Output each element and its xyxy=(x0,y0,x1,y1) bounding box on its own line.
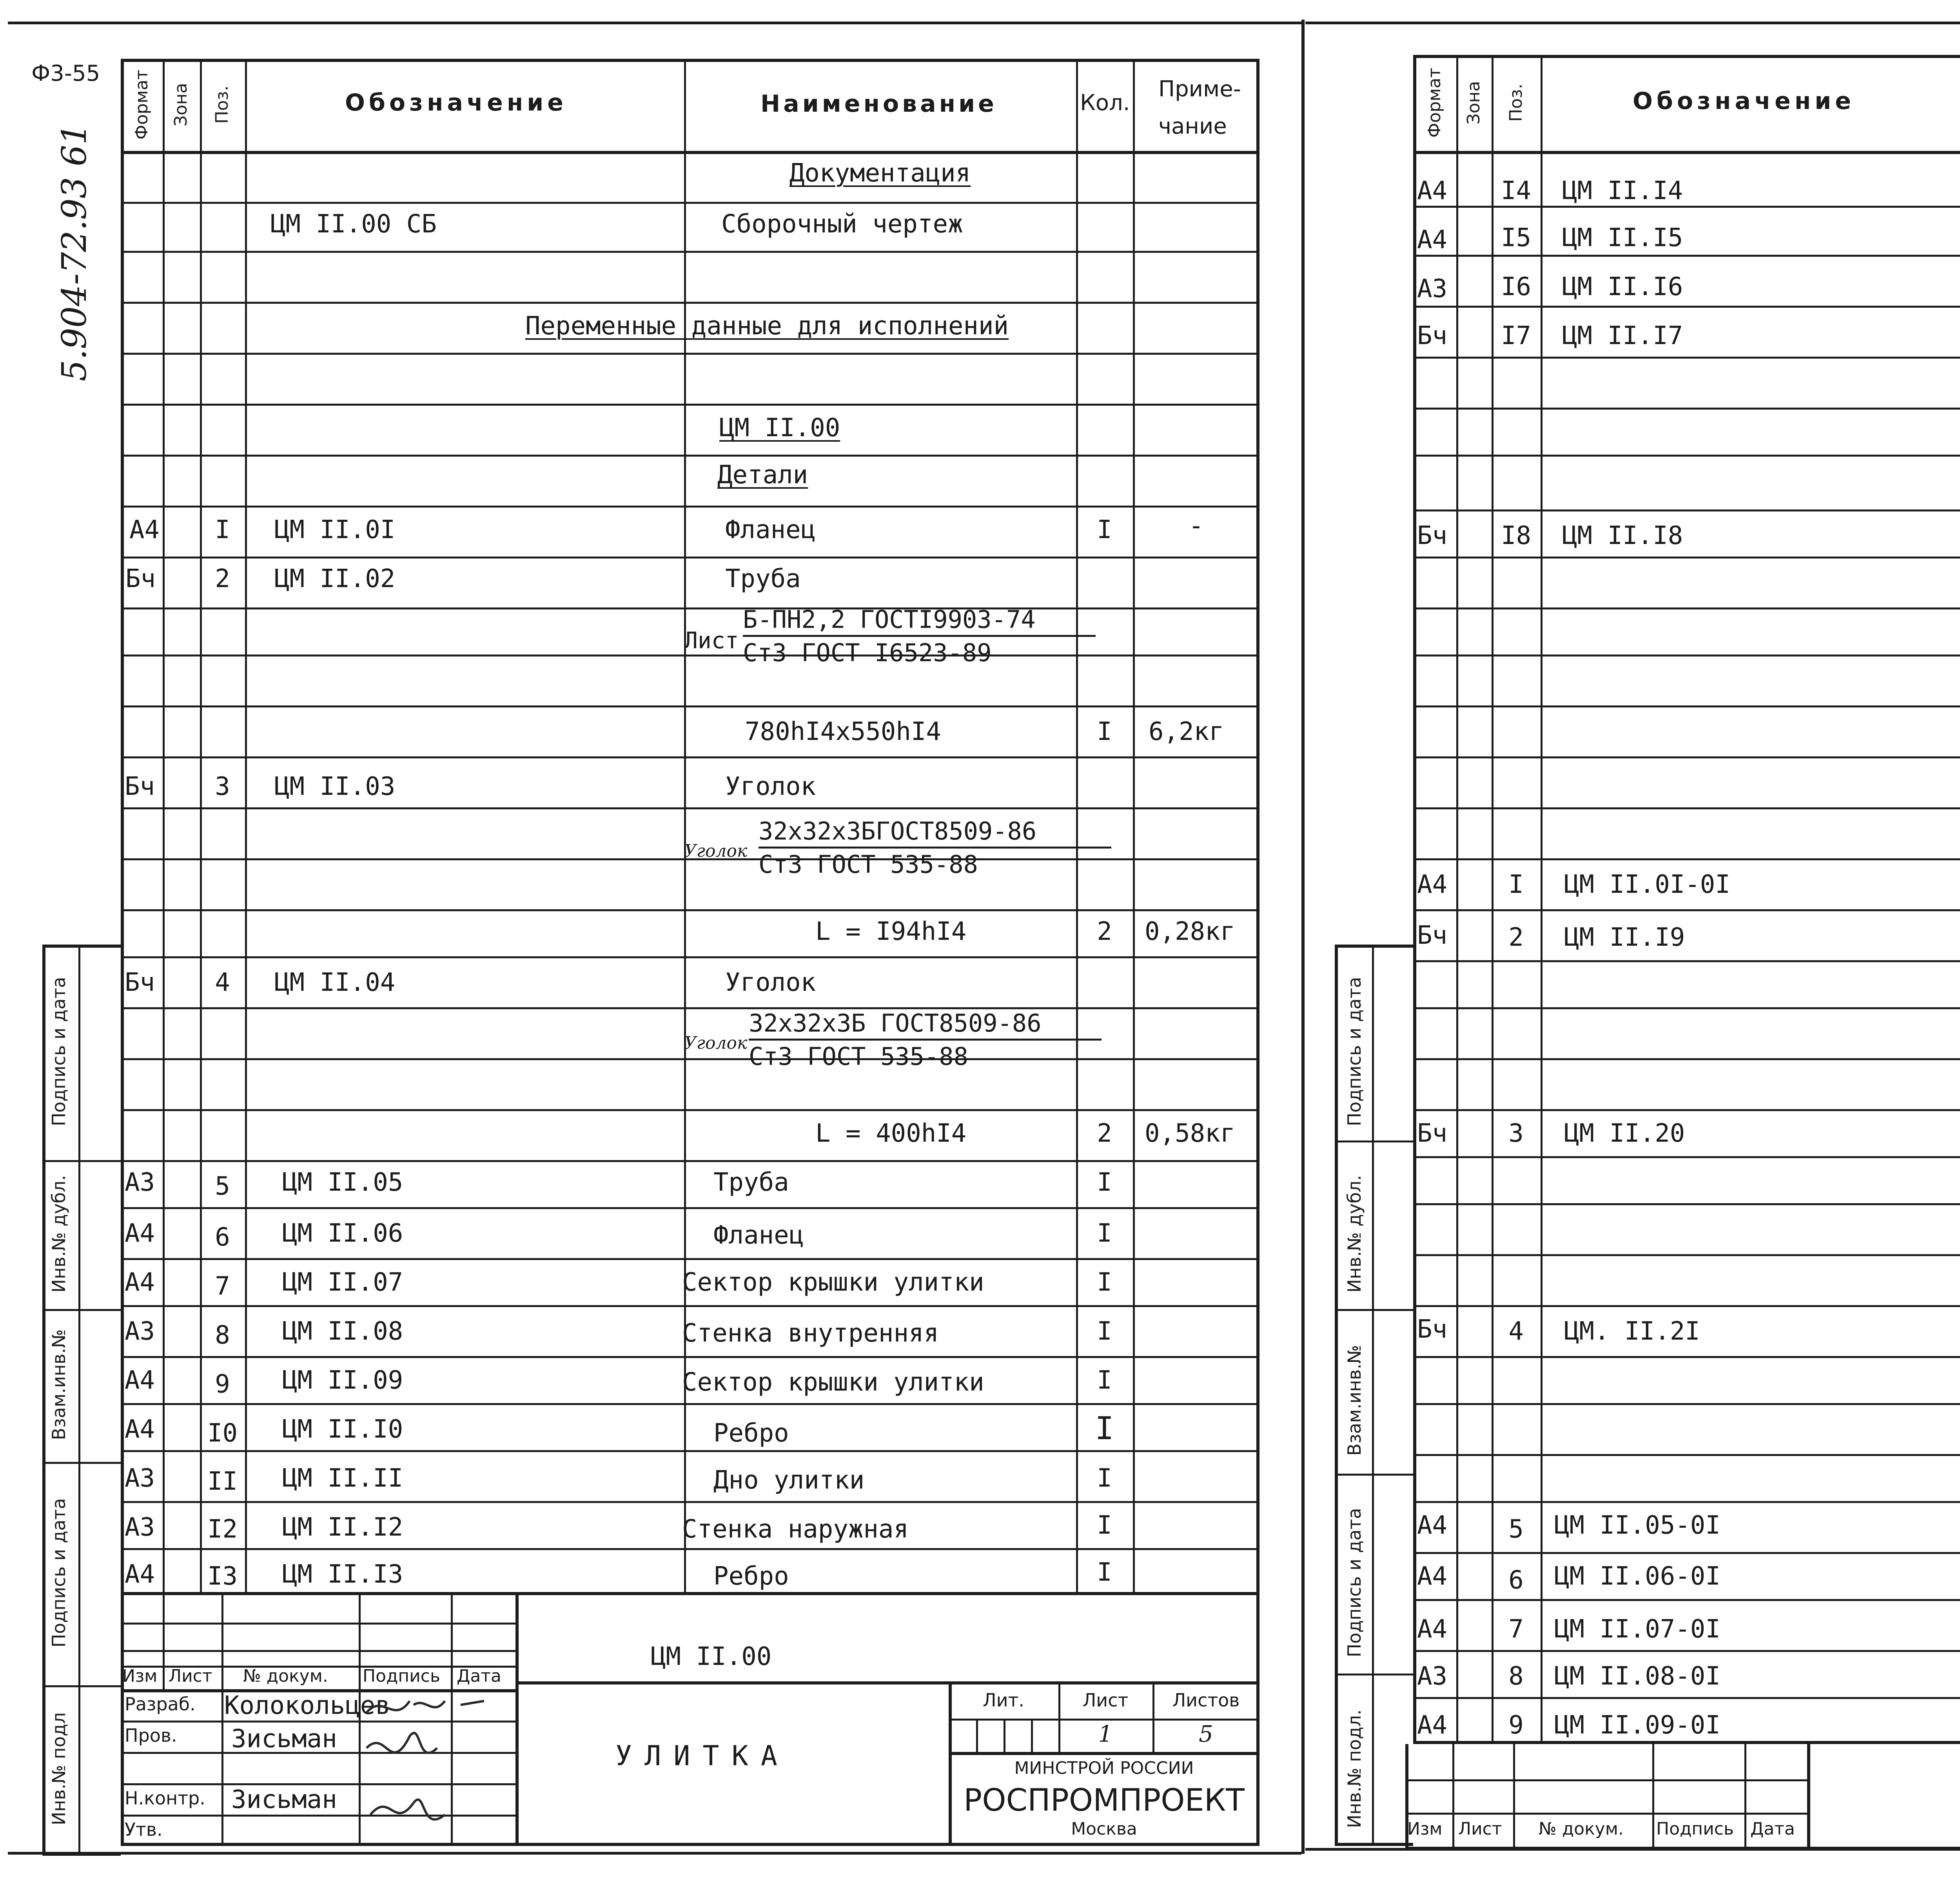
tb-developed-name: Колокольцев xyxy=(224,1691,390,1720)
row-pos: 2 xyxy=(215,564,230,593)
row-pos: 3 xyxy=(215,772,230,801)
row-designation[interactable]: ЦМ II.06 xyxy=(282,1219,403,1248)
tb-checked-label: Пров. xyxy=(125,1725,177,1746)
side-label-inv-dup: Инв.№ дубл. xyxy=(48,1175,69,1293)
archive-number: 5.904-72.93 61 xyxy=(55,123,94,381)
row-format: A4 xyxy=(125,1268,155,1297)
row-format: Бч xyxy=(125,564,156,593)
material-angle-3-qty: 2 xyxy=(1097,917,1112,946)
material-pipe-mass: 6,2кг xyxy=(1149,717,1224,746)
header-zone: Зона xyxy=(1464,81,1484,125)
row-name: Стенка наружная xyxy=(682,1515,909,1544)
row-designation[interactable]: ЦМ II.05 xyxy=(282,1168,403,1197)
row-name: Сектор крышки улитки xyxy=(682,1268,984,1297)
row-designation[interactable]: ЦМ II.09 xyxy=(282,1366,403,1395)
row-pos: II xyxy=(207,1467,238,1496)
row-designation[interactable]: ЦМ II.I4 xyxy=(1562,176,1683,205)
tb-col-list: Лист xyxy=(1458,1819,1502,1839)
header-qty: Кол. xyxy=(1080,90,1130,116)
header-name: Наименование xyxy=(760,90,997,118)
row-format: Бч xyxy=(1417,321,1448,350)
row-designation[interactable]: ЦМ II.06-0I xyxy=(1554,1562,1720,1591)
row-designation[interactable]: ЦМ II.07 xyxy=(282,1268,403,1297)
tb-col-list: Лист xyxy=(169,1666,212,1686)
header-designation: Обозначение xyxy=(345,89,568,116)
row-qty: I xyxy=(1095,1410,1114,1447)
row-designation[interactable]: ЦМ II.0I xyxy=(274,515,396,544)
row-name: Уголок xyxy=(725,968,816,997)
section-documentation: Документация xyxy=(789,159,971,188)
row-format: A3 xyxy=(125,1168,155,1197)
row-format: A4 xyxy=(1417,225,1448,254)
header-note-2: чание xyxy=(1158,114,1227,139)
sheet-divider xyxy=(1301,20,1305,1854)
row-qty: I xyxy=(1097,1511,1112,1540)
row-pos: I5 xyxy=(1501,223,1532,252)
row-pos: 4 xyxy=(215,968,230,997)
side-label-sign-date: Подпись и дата xyxy=(48,977,69,1126)
assembly-name: Сборочный чертеж xyxy=(721,210,963,239)
row-format: A4 xyxy=(1417,870,1448,899)
material-pipe-size: 780hI4x550hI4 xyxy=(745,717,941,746)
row-format: A4 xyxy=(125,1366,155,1395)
header-pos: Поз. xyxy=(212,85,232,124)
row-format: A4 xyxy=(125,1560,155,1589)
row-format: A4 xyxy=(1417,1711,1448,1740)
tb-org: РОСПРОМПРОЕКТ xyxy=(964,1783,1245,1818)
row-format: A3 xyxy=(1417,1662,1448,1691)
header-format: Формат xyxy=(132,69,152,140)
tb-product-name: УЛИТКА xyxy=(615,1740,790,1772)
row-pos: 9 xyxy=(1508,1711,1524,1740)
row-designation[interactable]: ЦМ II.II xyxy=(282,1464,403,1493)
tb-norm-name: Зисьман xyxy=(231,1785,337,1814)
tb-col-izm: Изм xyxy=(1407,1819,1443,1839)
row-designation[interactable]: ЦМ II.I6 xyxy=(1562,272,1683,301)
row-pos: 4 xyxy=(1508,1317,1524,1346)
row-format: A3 xyxy=(125,1317,155,1346)
row-designation[interactable]: ЦМ II.02 xyxy=(274,564,396,593)
row-format: A4 xyxy=(1417,1511,1448,1540)
row-pos: I8 xyxy=(1501,521,1532,550)
row-designation[interactable]: ЦМ II.07-0I xyxy=(1554,1615,1720,1644)
row-pos: 2 xyxy=(1508,923,1524,952)
row-qty: I xyxy=(1097,1219,1112,1248)
row-designation[interactable]: ЦМ II.04 xyxy=(274,968,396,997)
tb-developed-label: Разраб. xyxy=(125,1694,196,1715)
row-format: A3 xyxy=(1417,274,1448,303)
tb-col-izm: Изм xyxy=(122,1666,158,1686)
row-pos: 6 xyxy=(215,1223,230,1252)
row-note: - xyxy=(1189,511,1204,540)
material-angle-4-mass: 0,58кг xyxy=(1145,1119,1236,1148)
row-format: Бч xyxy=(1417,1315,1448,1344)
row-name: Сектор крышки улитки xyxy=(682,1368,984,1397)
header-format: Формат xyxy=(1425,67,1445,138)
tb-city: Москва xyxy=(1071,1819,1137,1839)
material-pipe-qty: I xyxy=(1097,717,1112,746)
row-designation[interactable]: ЦМ II.I9 xyxy=(1564,923,1685,952)
header-designation: Обозначение xyxy=(1633,87,1855,115)
row-format: A4 xyxy=(1417,1562,1448,1591)
row-designation[interactable]: ЦМ II.03 xyxy=(274,772,396,801)
side-label-inv-orig: Инв.№ подл xyxy=(48,1712,69,1826)
assembly-designation[interactable]: ЦМ II.00 СБ xyxy=(270,210,437,239)
row-format: Бч xyxy=(1417,521,1448,550)
section-variant: ЦМ II.00 xyxy=(719,413,840,442)
row-designation[interactable]: ЦМ II.0I-0I xyxy=(1564,870,1730,899)
row-format: Бч xyxy=(125,968,155,997)
row-pos: I3 xyxy=(207,1562,238,1591)
row-pos: 7 xyxy=(215,1272,230,1301)
row-name: Уголок xyxy=(725,772,816,801)
tb-col-sign: Подпись xyxy=(1656,1819,1734,1839)
page-top-edge xyxy=(8,22,1301,24)
row-pos: I xyxy=(1508,870,1524,899)
row-pos: 9 xyxy=(215,1370,230,1399)
right-page-top-edge xyxy=(1305,22,1960,24)
row-designation[interactable]: ЦМ. II.2I xyxy=(1564,1317,1700,1346)
right-page-bottom-edge xyxy=(1305,1848,1960,1851)
section-variable-data: Переменные данные для исполнений xyxy=(525,312,1009,341)
row-format: A4 xyxy=(129,515,160,544)
row-name: Стенка внутренняя xyxy=(682,1319,939,1348)
row-format: A4 xyxy=(1417,1615,1448,1644)
row-pos: 8 xyxy=(215,1321,230,1350)
row-pos: I7 xyxy=(1501,321,1532,350)
row-format: Бч xyxy=(1417,1119,1448,1148)
tb-sheet-label: Лист xyxy=(1082,1690,1129,1711)
form-code: Ф3-55 xyxy=(31,61,100,86)
row-qty: I xyxy=(1097,1464,1112,1493)
side-label-replace-inv: Взам.инв.№ xyxy=(1344,1345,1365,1456)
tb-checked-name: Зисьман xyxy=(231,1724,337,1753)
tb-sheets-label: Листов xyxy=(1172,1690,1240,1711)
row-pos: 5 xyxy=(1508,1515,1524,1544)
row-designation[interactable]: ЦМ II.I8 xyxy=(1562,521,1683,550)
row-pos: I4 xyxy=(1501,176,1532,205)
row-qty: I xyxy=(1097,1558,1112,1587)
row-designation[interactable]: ЦМ II.08-0I xyxy=(1554,1662,1720,1691)
row-format: A4 xyxy=(125,1219,155,1248)
row-qty: I xyxy=(1097,1366,1112,1395)
row-pos: 6 xyxy=(1508,1566,1524,1595)
row-format: A4 xyxy=(125,1415,155,1444)
right-spec-frame xyxy=(1413,55,1960,1744)
tb-approved-label: Утв. xyxy=(125,1819,163,1840)
row-designation[interactable]: ЦМ II.I3 xyxy=(282,1560,403,1589)
row-designation[interactable]: ЦМ II.05-0I xyxy=(1554,1511,1720,1540)
row-pos: I0 xyxy=(207,1419,238,1448)
row-format: Бч xyxy=(125,772,155,801)
row-designation[interactable]: ЦМ II.I7 xyxy=(1562,321,1683,350)
row-name: Ребро xyxy=(713,1562,789,1591)
tb-norm-label: Н.контр. xyxy=(125,1788,205,1809)
tb-ministry: МИНСТРОЙ РОССИИ xyxy=(1014,1758,1194,1778)
row-pos: 3 xyxy=(1508,1119,1524,1148)
side-label-sign-date-2: Подпись и дата xyxy=(48,1498,69,1648)
row-name: Ребро xyxy=(713,1419,789,1448)
row-name: Фланец xyxy=(725,515,816,544)
row-name: Труба xyxy=(725,564,801,593)
tb-col-doc: № докум. xyxy=(243,1666,328,1686)
row-pos: I xyxy=(215,515,230,544)
tb-designation: ЦМ II.00 xyxy=(651,1642,772,1671)
row-pos: I6 xyxy=(1501,272,1532,301)
material-angle-3-mass: 0,28кг xyxy=(1145,917,1236,946)
tb-sheet-value: 1 xyxy=(1098,1721,1113,1747)
row-designation[interactable]: ЦМ II.20 xyxy=(1564,1119,1685,1148)
section-details: Детали xyxy=(717,461,808,490)
header-note-1: Приме- xyxy=(1158,76,1241,102)
row-name: Труба xyxy=(713,1168,789,1197)
row-designation[interactable]: ЦМ II.I5 xyxy=(1562,223,1683,252)
tb-col-doc: № докум. xyxy=(1539,1819,1624,1839)
tb-col-sign: Подпись xyxy=(363,1666,440,1686)
row-format: A3 xyxy=(125,1464,155,1493)
row-designation[interactable]: ЦМ II.09-0I xyxy=(1554,1711,1720,1740)
row-pos: 8 xyxy=(1508,1662,1524,1691)
row-qty: I xyxy=(1097,1268,1112,1297)
row-format: Бч xyxy=(1417,921,1448,950)
row-designation[interactable]: ЦМ II.I0 xyxy=(282,1415,403,1444)
material-angle-3-size: L = I94hI4 xyxy=(815,917,967,946)
tb-col-date: Дата xyxy=(457,1666,501,1686)
row-name: Фланец xyxy=(713,1221,804,1250)
row-format: A3 xyxy=(125,1513,155,1542)
row-pos: I2 xyxy=(207,1515,238,1544)
row-pos: 7 xyxy=(1508,1615,1524,1644)
side-label-inv-orig: Инв.№ подл. xyxy=(1344,1709,1365,1828)
header-pos: Поз. xyxy=(1506,83,1526,122)
side-label-inv-dup: Инв.№ дубл. xyxy=(1344,1175,1365,1293)
tb-sheets-value: 5 xyxy=(1199,1721,1213,1747)
row-designation[interactable]: ЦМ II.08 xyxy=(282,1317,403,1346)
row-pos: 5 xyxy=(215,1172,230,1201)
side-label-replace-inv: Взам.инв.№ xyxy=(48,1329,69,1440)
row-qty: I xyxy=(1097,1168,1112,1197)
signature-marks xyxy=(359,1689,515,1846)
tb-lit-label: Лит. xyxy=(983,1690,1024,1711)
header-zone: Зона xyxy=(171,83,191,127)
row-format: A4 xyxy=(1417,176,1448,205)
row-designation[interactable]: ЦМ II.I2 xyxy=(282,1513,403,1542)
material-angle-4-size: L = 400hI4 xyxy=(815,1119,967,1148)
row-qty: I xyxy=(1097,1317,1112,1346)
row-qty: I xyxy=(1097,515,1112,544)
material-angle-4-qty: 2 xyxy=(1097,1119,1112,1148)
side-label-sign-date: Подпись и дата xyxy=(1344,977,1365,1126)
page-bottom-edge xyxy=(8,1852,1301,1855)
tb-col-date: Дата xyxy=(1750,1819,1795,1839)
side-label-sign-date-2: Подпись и дата xyxy=(1344,1508,1365,1657)
row-name: Дно улитки xyxy=(713,1466,865,1495)
